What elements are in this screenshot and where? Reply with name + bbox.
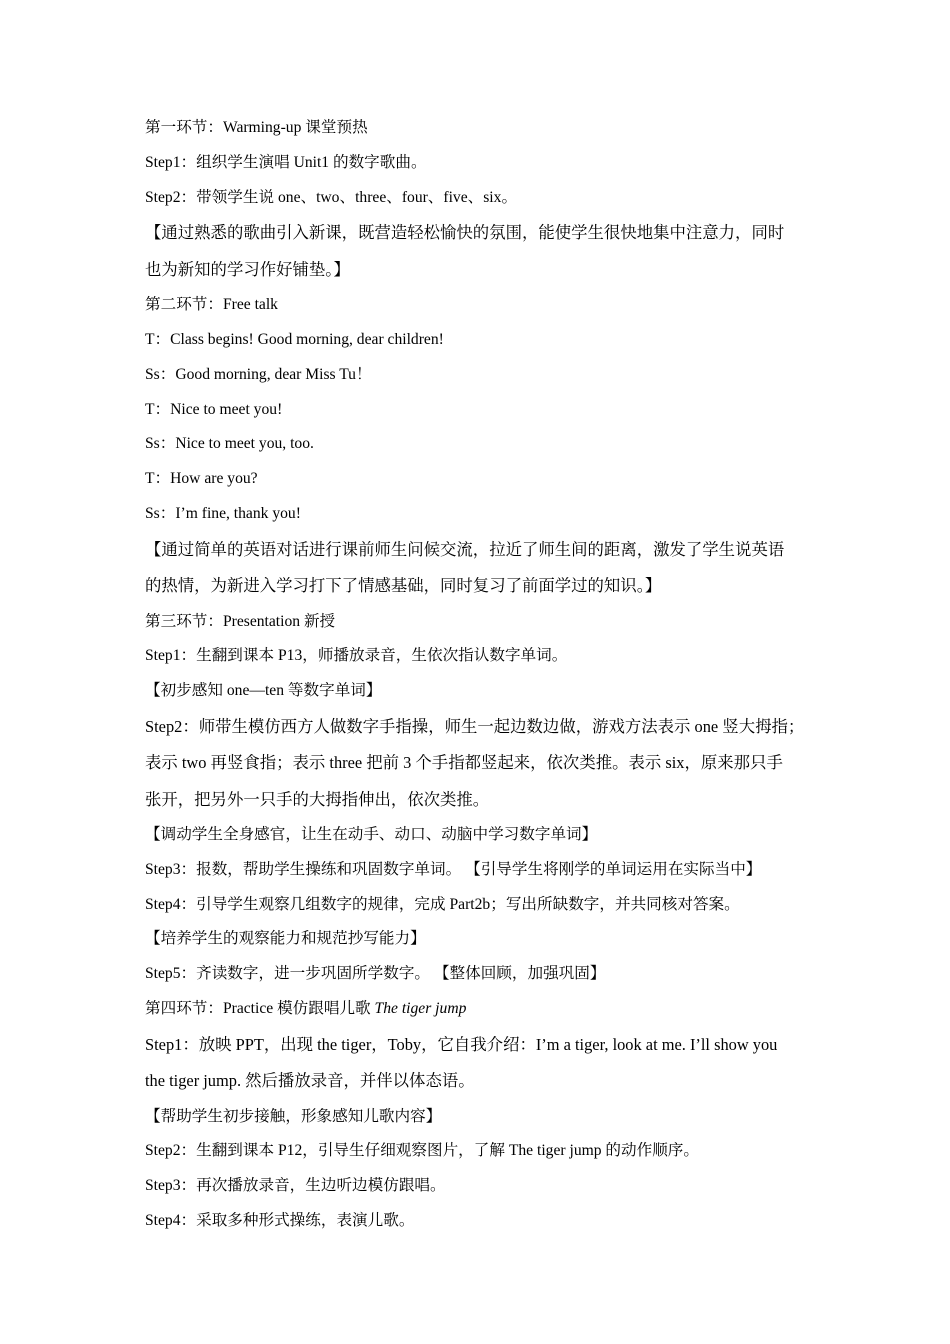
dialogue-line: Ss：Good morning, dear Miss Tu！	[145, 365, 372, 383]
song-title: The tiger jump	[374, 1000, 467, 1018]
section-3-heading: 第三环节：Presentation 新授	[145, 612, 336, 630]
section-4-step-1-line-1: Step1：放映 PPT，出现 the tiger，Toby，它自我介绍：I’m a tiger, look at me. I’ll show you	[145, 1034, 778, 1054]
section-1-note-line-1: 【通过熟悉的歌曲引入新课，既营造轻松愉快的氛围，能使学生很快地集中注意力，同时	[145, 223, 785, 243]
section-4-step-1-line-2: the tiger jump. 然后播放录音，并伴以体态语。	[145, 1071, 475, 1091]
section-3-step-2-line-2: 表示 two 再竖食指；表示 three 把前 3 个手指都竖起来，依次类推。表示 six，原来那只手	[145, 753, 783, 773]
dialogue-line: Ss：I’m fine, thank you!	[145, 504, 301, 522]
section-2-note-line-1: 【通过简单的英语对话进行课前师生问候交流，拉近了师生间的距离，激发了学生说英语	[145, 539, 785, 559]
section-4-heading	[145, 992, 825, 1027]
section-1-heading: 第一环节：Warming-up 课堂预热	[145, 119, 368, 136]
section-1-step-1: Step1：组织学生演唱 Unit1 的数字歌曲。	[145, 153, 427, 171]
section-4-step-4: Step4：采取多种形式操练，表演儿歌。	[145, 1212, 415, 1230]
section-4-heading-text: 第四环节：Practice 模仿跟唱儿歌	[145, 1000, 375, 1018]
section-2-heading: 第二环节：Free talk	[145, 296, 278, 314]
section-4-step-2: Step2：生翻到课本 P12，引导生仔细观察图片，了解 The tiger jump 的动作顺序。	[145, 1142, 699, 1160]
section-1-step-2: Step2：带领学生说 one、two、three、four、five、six。	[145, 188, 518, 206]
dialogue-line: Ss：Nice to meet you, too.	[145, 435, 314, 453]
lesson-plan-body	[145, 111, 825, 1239]
section-4-step-3: Step3：再次播放录音，生边听边模仿跟唱。	[145, 1177, 446, 1195]
section-3-step-2-line-1: Step2：师带生模仿西方人做数字手指操，师生一起边数边做，游戏方法表示 one 竖大拇指；	[145, 716, 805, 736]
dialogue-line: T：Class begins! Good morning, dear children!	[145, 330, 444, 348]
dialogue-line: T：How are you?	[145, 470, 258, 488]
section-3-note: 【调动学生全身感官，让生在动手、动口、动脑中学习数字单词】	[145, 826, 598, 844]
section-3-step-5: Step5：齐读数字，进一步巩固所学数字。 【整体回顾，加强巩固】	[145, 965, 606, 983]
section-3-note: 【培养学生的观察能力和规范抄写能力】	[145, 930, 426, 948]
section-3-step-2-line-3: 张开，把另外一只手的大拇指伸出，依次类推。	[145, 789, 490, 809]
section-1-note-line-2: 也为新知的学习作好铺垫。】	[145, 259, 350, 279]
section-3-step-3: Step3：报数，帮助学生操练和巩固数字单词。 【引导学生将刚学的单词运用在实际当中】	[145, 860, 762, 878]
section-3-step-4: Step4：引导学生观察几组数字的规律，完成 Part2b；写出所缺数字，并共同核对答案。	[145, 895, 740, 913]
section-4-note: 【帮助学生初步接触，形象感知儿歌内容】	[145, 1107, 442, 1125]
section-2-note-line-2: 的热情，为新进入学习打下了情感基础，同时复习了前面学过的知识。】	[145, 576, 662, 596]
section-3-note: 【初步感知 one—ten 等数字单词】	[145, 682, 382, 700]
section-3-step-1: Step1：生翻到课本 P13，师播放录音，生依次指认数字单词。	[145, 647, 568, 665]
dialogue-line: T：Nice to meet you!	[145, 400, 283, 418]
